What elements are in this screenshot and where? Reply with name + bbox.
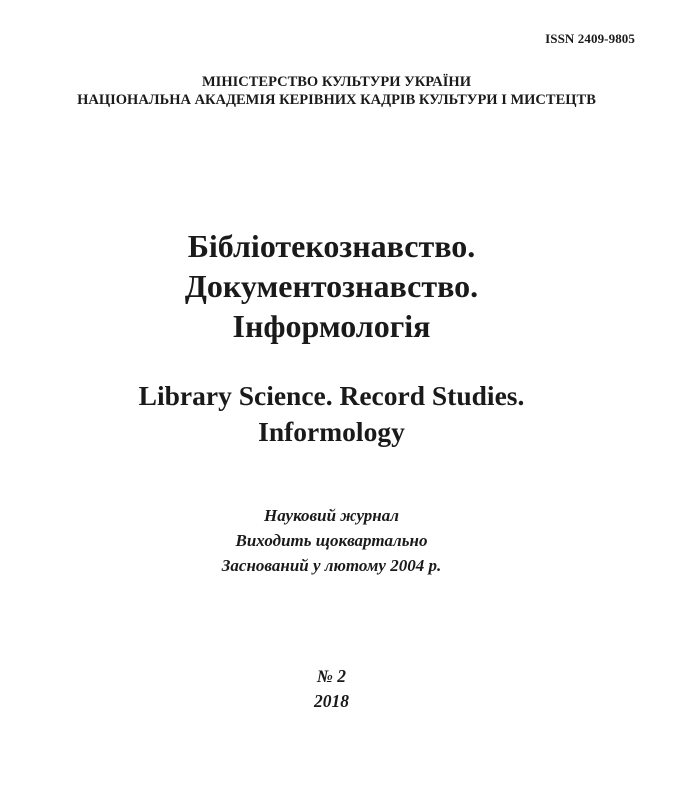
issue-number: № 2	[316, 666, 347, 686]
publisher-block	[0, 73, 673, 109]
journal-founded: Заснований у лютому 2004 р.	[221, 556, 442, 575]
title-en-line-1: Library Science. Record Studies.	[138, 380, 525, 411]
title-ua-line-2: Документознавство.	[184, 268, 479, 304]
journal-frequency: Виходить щоквартально	[235, 531, 428, 550]
issue-block	[0, 664, 663, 714]
title-ua-line-3: Інформологія	[232, 308, 431, 344]
journal-type: Науковий журнал	[264, 506, 399, 525]
issue-year: 2018	[314, 691, 349, 711]
title-ua-line-1: Бібліотекознавство.	[187, 228, 476, 264]
ministry-name: МІНІСТЕРСТВО КУЛЬТУРИ УКРАЇНИ	[202, 74, 471, 90]
journal-info-block	[0, 503, 663, 578]
journal-title-english	[0, 378, 663, 450]
academy-name: НАЦІОНАЛЬНА АКАДЕМІЯ КЕРІВНИХ КАДРІВ КУЛЬТУРИ І МИСТЕЦТВ	[77, 92, 596, 108]
title-en-line-2: Informology	[258, 416, 405, 447]
journal-title-ukrainian	[0, 226, 663, 346]
issn-number: ISSN 2409-9805	[545, 31, 635, 46]
